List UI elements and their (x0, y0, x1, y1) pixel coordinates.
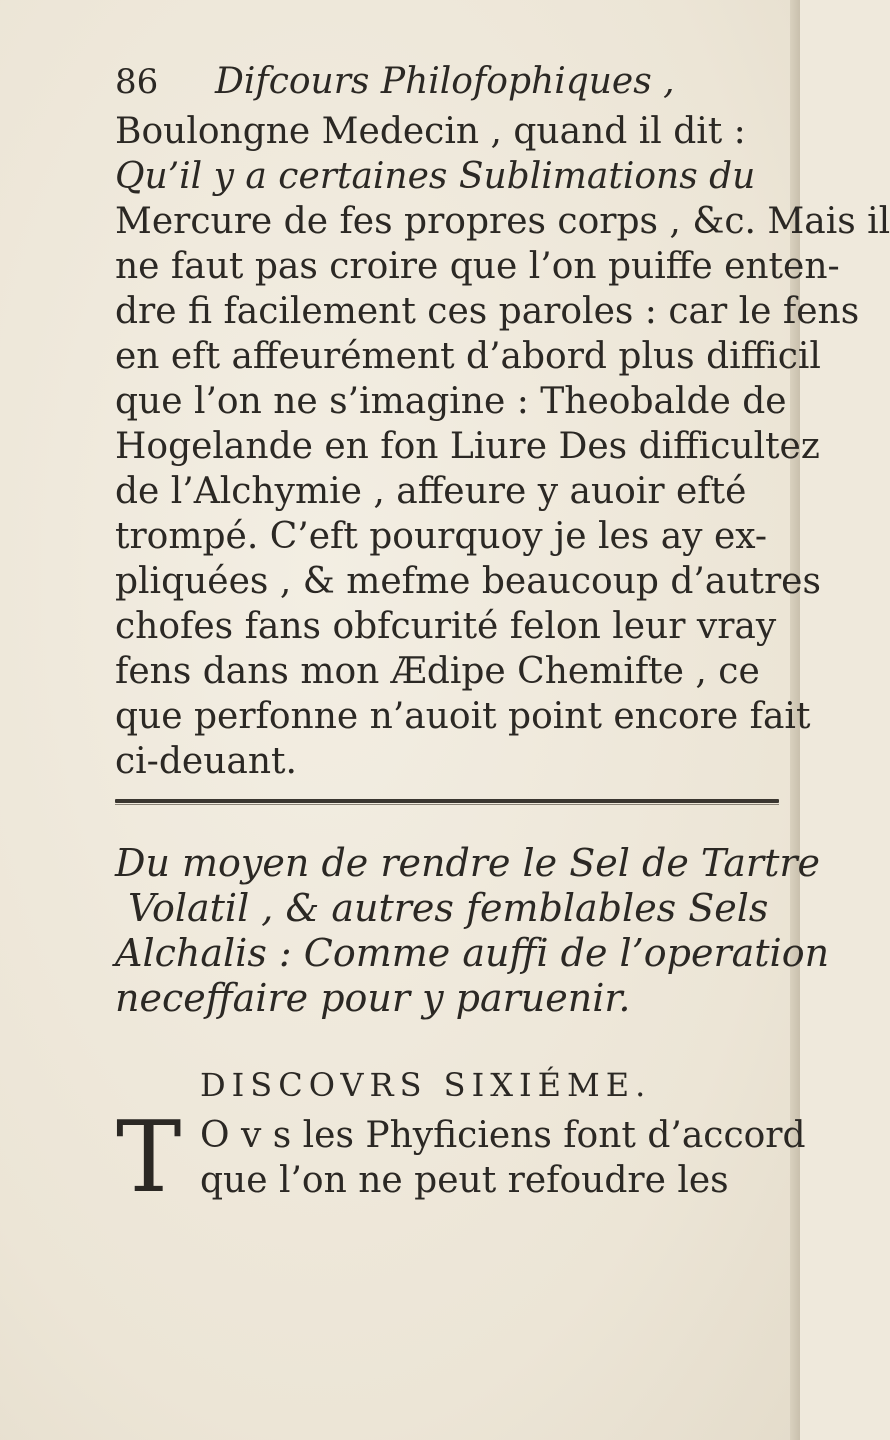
body-line: Mercure de fes propres corps , &c. Mais il (115, 201, 890, 242)
section-title-line: Du moyen de rendre le Sel de Tartre (115, 841, 821, 885)
body-line: de l’Alchymie , affeure y auoir efté (115, 471, 747, 512)
body-line: trompé. C’eft pourquoy je les ay ex- (115, 516, 768, 557)
running-header (115, 61, 675, 102)
body-line: ci-deuant. (115, 741, 297, 782)
drop-cap: T (116, 1101, 182, 1215)
body-line: ne faut pas croire que l’on puiffe enten- (115, 246, 840, 287)
section-title-line: Alchalis : Comme auffi de l’operation (115, 931, 830, 975)
discourse-heading: DISCOVRS SIXIÉME. (200, 1066, 652, 1104)
section-rule (115, 799, 779, 803)
section-title-line: neceffaire pour y paruenir. (115, 976, 631, 1020)
body-line: Hogelande en fon Liure Des difficultez (115, 426, 820, 467)
body-line: que l’on ne s’imagine : Theobalde de (115, 381, 787, 422)
body-line: fens dans mon Ædipe Chemifte , ce (115, 651, 760, 692)
section-title-line: Volatil , & autres femblables Sels (128, 886, 769, 930)
body-line: en eft affeurément d’abord plus difficil (115, 336, 821, 377)
body-line: Boulongne Medecin , quand il dit : (115, 111, 746, 152)
body-line: que l’on ne peut refoudre les (200, 1160, 729, 1201)
body-line: Qu’il y a certaines Sublimations du (115, 156, 756, 197)
body-line: pliquées , & mefme beaucoup d’autres (115, 561, 821, 602)
body-line: O v s les Phyficiens font d’accord (200, 1115, 806, 1156)
running-title: Difcours Philofophiques , (215, 61, 675, 102)
section-rule-thin (115, 804, 779, 805)
body-line: dre fi facilement ces paroles : car le fens (115, 291, 860, 332)
page-number: 86 (115, 62, 159, 102)
body-line: chofes fans obfcurité felon leur vray (115, 606, 777, 647)
body-line: que perfonne n’auoit point encore fait (115, 696, 811, 737)
